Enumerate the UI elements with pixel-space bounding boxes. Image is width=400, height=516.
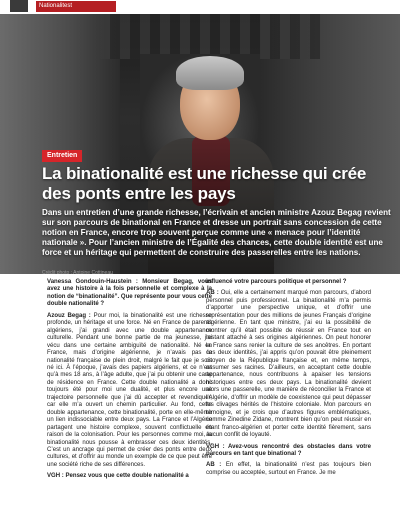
interview-answer bbox=[47, 313, 212, 470]
paragraph-text: VGH : Avez-vous rencontré des obstacles dans votre parcours en tant que binational ? bbox=[206, 443, 371, 457]
article-column-right bbox=[206, 279, 371, 481]
paragraph-text: En effet, la binationalité n’est pas toujours bien comprise ou acceptée, surtout en France. Je me bbox=[206, 462, 371, 476]
interview-question bbox=[47, 279, 212, 309]
article-lead: Dans un entretien d’une grande richesse, l’écrivain et ancien ministre Azouz Begag revient sur son parcours de binational en France et dresse un portrait sans concession de cette notion en France, encore trop souvent perçue comme une « menace pour l’identité nationale ». Pour l’ancien ministre de l’Égalité des chances, cette double identité est une force et un héritage qui permettent de construire des passerelles entre les nations. bbox=[42, 208, 391, 257]
paragraph-text: influencé votre parcours politique et personnel ? bbox=[206, 279, 347, 285]
section-badge: Entretien bbox=[42, 150, 82, 162]
speaker-label: Azouz Begag : bbox=[47, 312, 91, 319]
photo-credit: Crédit photo : Antoine Cottineau bbox=[42, 270, 113, 274]
interview-question bbox=[206, 444, 371, 459]
hero-ceiling bbox=[100, 14, 320, 59]
paragraph-text: Oui, elle a certainement marqué mon parcours, d’abord personnel puis professionnel. La binationalité m’a permis d’apporter une perspective unique, et d’offrir une représentation pour des millions de jeunes Français d’origine algérienne. En tant que ministre, j’ai eu la possibilité de montrer qu’il était possible de réussir en France tout en restant attaché à ses origines algériennes. On peut honorer la France sans renier la culture de ses ancêtres. En portant ces deux identités, j’ai appris qu’on pouvait être pleinement citoyen de la République française et, en même temps, assumer ses racines. D’ailleurs, en acceptant cette double appartenance, nous contribuons à apaiser les tensions historiques entre ces deux pays. La binationalité devient alors une passerelle, une manière de réconcilier la France et l’Algérie, d’offrir un modèle de coexistence qui peut dépasser les clivages hérités de l’histoire coloniale. Mon parcours en témoigne, et je crois que d’autres figures emblématiques, comme Zinedine Zidane, montrent bien qu’on peut réussir en étant franco-algérien et porter cette identité fièrement, sans aucun conflit de loyauté. bbox=[206, 290, 371, 439]
hero-photo bbox=[0, 14, 400, 274]
portrait-hair bbox=[176, 56, 244, 90]
article-column-left bbox=[47, 279, 212, 485]
interview-answer bbox=[206, 290, 371, 439]
interview-question bbox=[206, 279, 371, 286]
speaker-label: AB : bbox=[206, 462, 222, 469]
magazine-logo bbox=[10, 0, 28, 12]
article-title: La binationalité est une richesse qui crée des ponts entre les pays bbox=[42, 164, 367, 203]
interview-question bbox=[47, 473, 212, 480]
interview-answer bbox=[206, 462, 371, 477]
paragraph-text: VGH : Pensez vous que cette double nationalité a bbox=[47, 473, 189, 480]
magazine-section-tag: Nationalitest bbox=[36, 1, 116, 12]
magazine-header bbox=[0, 0, 400, 14]
speaker-label: AB : bbox=[206, 290, 219, 297]
paragraph-text: Pour moi, la binationalité est une richesse profonde, un héritage et une force. Né en France de parents algériens, j’ai grandi avec une double appartenance culturelle. Pendant une bonne partie de ma jeunesse, j’ai vécu dans une certaine ambiguïté de nationalité. Né en France, mais d’origine algérienne, je n’avais pas la nationalité française de plein droit, malgré le fait que je sois né ici. À l’époque, j’avais des papiers algériens, et ce n’est qu’à mes 18 ans, à l’âge adulte, que j’ai pu obtenir une carte de résidence en France. Cette double nationalité a donc toujours été pour moi une dualité, et plus encore une trajectoire personnelle que j’ai dû accepter et revendiquer, car elle m’a ouvert un chemin particulier. Au fond, cette double appartenance, cette binationalité, porte en elle-même un lien indissociable entre deux pays. La France et l’Algérie partagent une histoire complexe, souvent conflictuelle en raison de la colonisation. Pour les personnes comme moi, la binationalité nous pousse à embrasser ces deux identités. C’est un ancrage qui permet de créer des ponts entre deux cultures, et d’offrir au monde un exemple de ce que peut être une société riche de ses différences. bbox=[47, 312, 213, 468]
paragraph-text: Vanessa Gondouin-Haustein : Monsieur Begag, vous avez une histoire à la fois personnelle et complexe à la notion de “binationalité”. Que représente pour vous cette double nationalité ? bbox=[47, 279, 212, 308]
